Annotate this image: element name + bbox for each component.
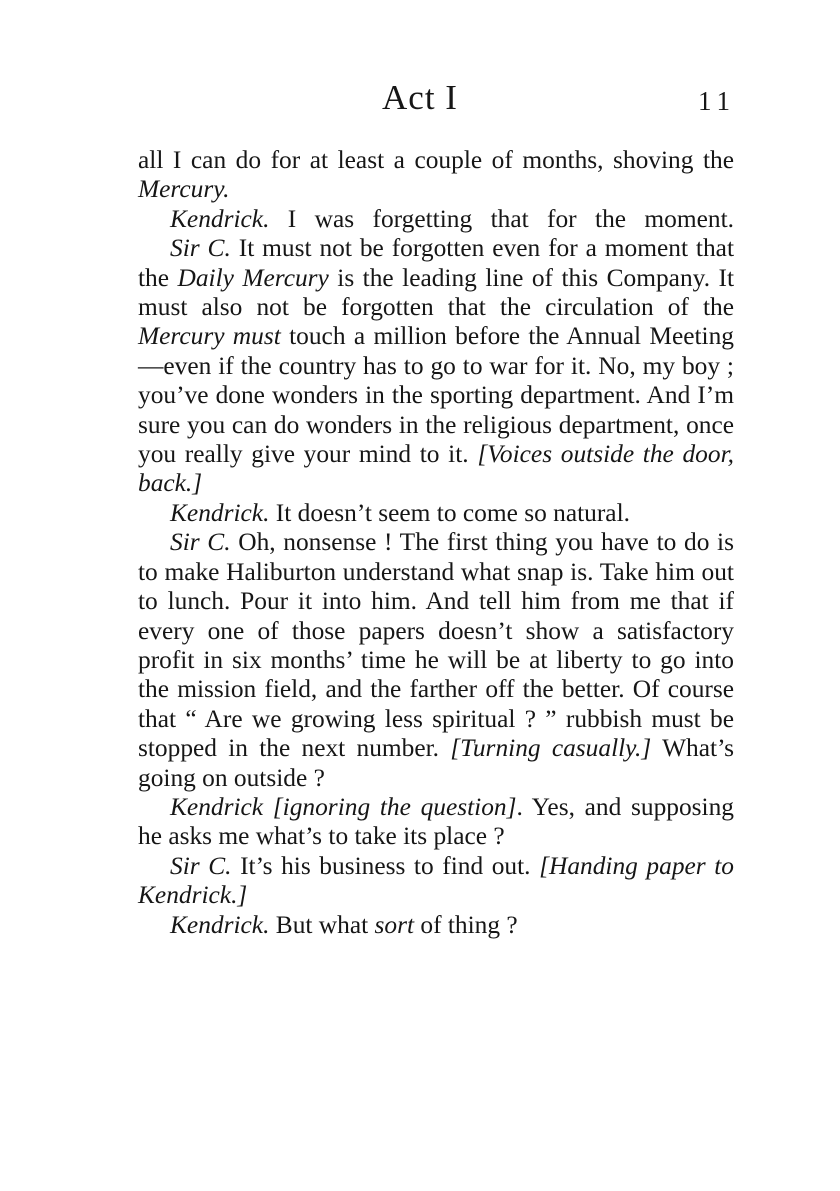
dialogue-text: It’s his business to find out. [231, 851, 540, 880]
dialogue-paragraph [138, 499, 734, 528]
emphasis-text: Mercury must [138, 322, 281, 351]
dialogue-paragraph [138, 911, 734, 940]
stage-direction: [ignoring the question] [263, 792, 517, 821]
speaker-name: Kendrick. [170, 910, 270, 939]
dialogue-text: is the leading line of this Company. It must also not be forgotten that the circulation of the [138, 263, 735, 322]
dialogue-text: What’s going on outside ? [138, 734, 734, 792]
stage-direction: [Voices outside the door, back.] [138, 440, 734, 498]
stage-direction: [Handing paper to Kendrick.] [138, 851, 734, 910]
stage-direction: [Turning casually.] [450, 734, 652, 763]
play-text [138, 146, 734, 940]
paragraph-text: all I can do for at least a couple of months, shoving the [138, 146, 734, 174]
dialogue-text: I was forgetting that for the moment. [269, 204, 734, 233]
dialogue-paragraph [138, 205, 734, 234]
dialogue-text: touch a million before the Annual Meeting —even if the country has to go to war for it. No, my boy ; you’ve done wonders in the sporting department. And I’m sure you can do wonders in the religious department, once you really give your mind to it. [138, 322, 734, 469]
emphasis-text: Daily Mercury [177, 263, 329, 292]
dialogue-text: . Yes, and supposing he asks me what’s to take its place ? [138, 792, 734, 851]
dialogue-paragraph [138, 852, 734, 911]
dialogue-text: Oh, nonsense ! The first thing you have to do is to make Haliburton understand what snap is. Take him out to lunch. Pour it into him. And tell him from me that if every one of those papers doesn’t show a satisfactory profit in six months’ time he will be at liberty to go into the mission field, and the farther off the better. Of course that “ Are we growing less spiritual ? ” rubbish must be stopped in the next number. [138, 528, 734, 763]
dialogue-paragraph [138, 793, 734, 852]
speaker-name: Kendrick. [170, 204, 270, 233]
dialogue-paragraph [138, 528, 734, 793]
dialogue-paragraph [138, 234, 734, 499]
emphasis-text: Mercury. [138, 175, 230, 204]
speaker-name: Kendrick. [170, 498, 270, 527]
dialogue-text: It must not be forgotten even for a moment that the [138, 234, 735, 292]
speaker-name: Sir C. [170, 234, 231, 263]
dialogue-text: But what [269, 910, 375, 939]
emphasis-text: sort [374, 910, 415, 939]
speaker-name: Kendrick [170, 792, 264, 821]
running-head-title: Act I [382, 78, 458, 117]
dialogue-text: It doesn’t seem to come so natural. [269, 498, 630, 527]
page-number: 11 [698, 86, 736, 116]
speaker-name: Sir C. [170, 851, 232, 880]
dialogue-text: of thing ? [414, 910, 518, 939]
speaker-name: Sir C. [170, 528, 231, 557]
paragraph-continued [138, 146, 734, 205]
